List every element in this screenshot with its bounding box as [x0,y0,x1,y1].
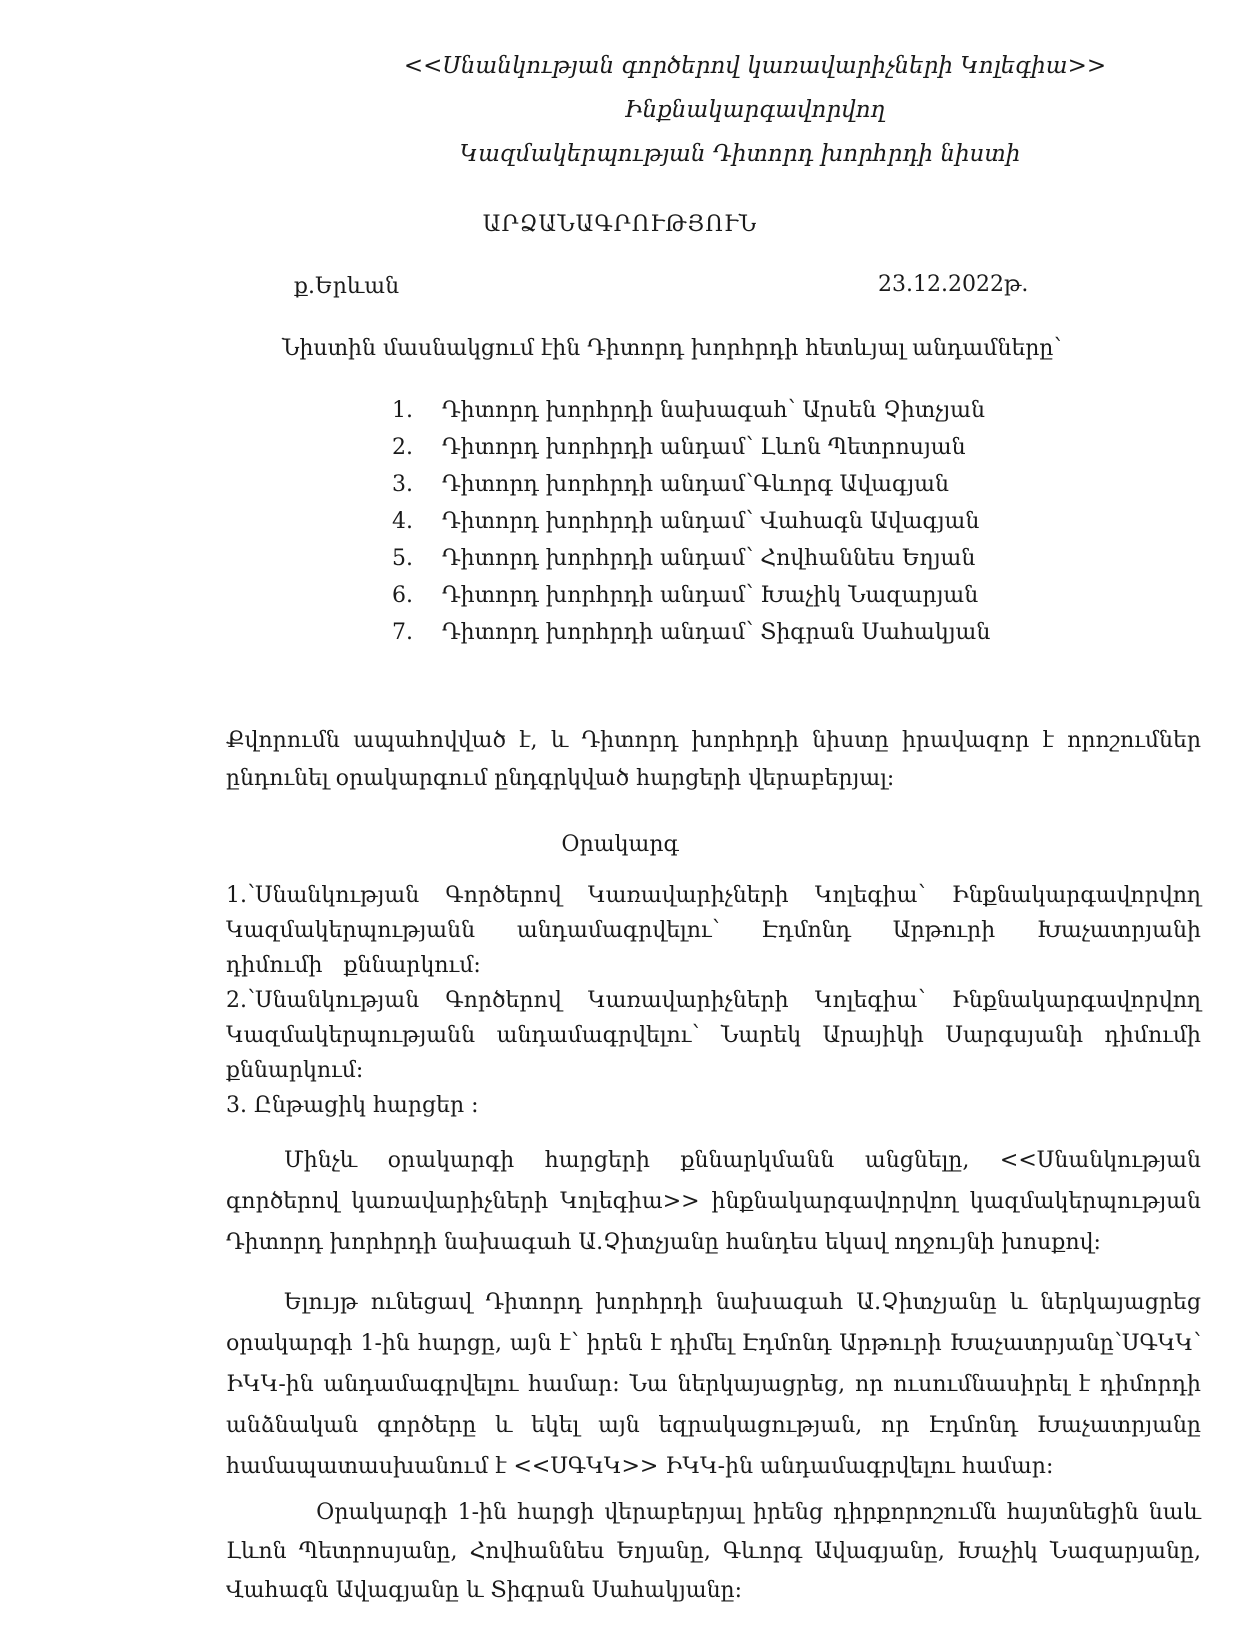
document-title: ԱՐՁԱՆԱԳՐՈՒԹՅՈՒՆ [482,212,758,237]
agenda-item: 1.՝Սնանկության Գործերով Կառավարիչների Կոլեգիա՝ Ինքնակարգավորվող Կազմակերպությանն անդամագրվելու՝ Էդմոնդ Արթուրի Խաչատրյանի դիմումի քննարկում: [226,883,1201,978]
body-paragraph: Մինչև օրակարգի հարցերի քննարկմանն անցնելը, <<Սնանկության գործերով կառավարիչների Կոլեգիա>> ինքնակարգավորվող կազմակերպության Դիտորդ խորհրդի նախագահ Ա.Չիտչյանը հանդես եկավ ողջույնի խոսքով: [226,1148,1201,1255]
list-item [392,466,990,503]
body-paragraph: Օրակարգի 1-ին հարցի վերաբերյալ իրենց դիրքորոշումն հայտնեցին նաև Լևոն Պետրոսյանը, Հովհաննես Եղյանը, Գևորգ Ավագյանը, Խաչիկ Նազարյանը, Վահագն Ավագյանը և Տիգրան Սահակյանը: [226,1500,1201,1603]
agenda-item: 3. Ընթացիկ հարցեր : [226,1093,479,1118]
list-item-text: Դիտորդ խորհրդի անդամ՝ Վահագն Ավագյան [442,509,980,534]
date: 23.12.2022թ. [878,272,1029,297]
list-item-number: 6. [392,583,413,608]
list-item [392,429,990,466]
list-item [392,392,990,429]
header-line-1: <<Սնանկության գործերով կառավարիչների Կոլեգիա>> Ինքնակարգավորվող [403,53,1107,123]
list-item-number: 1. [392,398,413,423]
list-item-text: Դիտորդ խորհրդի անդամ՝ Խաչիկ Նազարյան [442,583,979,608]
list-item-number: 7. [392,620,413,645]
list-item [392,614,990,651]
list-item-number: 5. [392,546,413,571]
list-item [392,540,990,577]
body-paragraph: Ելույթ ունեցավ Դիտորդ խորհրդի նախագահ Ա.Չիտչյանը և ներկայացրեց օրակարգի 1-ին հարցը, այն է՝ իրեն է դիմել Էդմոնդ Արթուրի Խաչատրյանը՝ՍԳԿԿ՝ ԻԿԿ-ին անդամագրվելու համար: Նա ներկայացրեց, որ ուսումնասիրել է դիմորդի անձնական գործերը և եկել այն եզրակացության, որ Էդմոնդ Խաչատրյանը համապատասխանում է <<ՍԳԿԿ>> ԻԿԿ-ին անդամագրվելու համար: [226,1290,1201,1479]
header-line-2: Կազմակերպության Դիտորդ խորհրդի նիստի [459,141,1021,167]
agenda-title: Օրակարգ [561,832,679,857]
list-item-text: Դիտորդ խորհրդի նախագահ՝ Արսեն Չիտչյան [442,398,985,423]
list-item-number: 3. [392,472,413,497]
members-intro: Նիստին մասնակցում էին Դիտորդ խորհրդի հետևյալ անդամները՝ [282,336,1062,361]
agenda-item: 2.՝Սնանկության Գործերով Կառավարիչների Կոլեգիա՝ Ինքնակարգավորվող Կազմակերպությանն անդամագրվելու՝ Նարեկ Արայիկի Սարգսյանի դիմումի քննարկում: [226,988,1201,1083]
members-list [392,392,990,651]
list-item-text: Դիտորդ խորհրդի անդամ՝Գևորգ Ավագյան [442,472,950,497]
place: ք.Երևան [294,274,400,299]
organization-header [270,44,1210,176]
list-item-number: 2. [392,435,413,460]
agenda-list [226,878,1201,1123]
list-item [392,503,990,540]
quorum-paragraph: Քվորումն ապահովված է, և Դիտորդ խորհրդի նիստը իրավազոր է որոշումներ ընդունել օրակարգում ընդգրկված հարցերի վերաբերյալ: [226,728,1201,791]
list-item-text: Դիտորդ խորհրդի անդամ՝ Լևոն Պետրոսյան [442,435,966,460]
list-item-text: Դիտորդ խորհրդի անդամ՝ Հովհաննես Եղյան [442,546,976,571]
list-item-number: 4. [392,509,413,534]
list-item [392,577,990,614]
list-item-text: Դիտորդ խորհրդի անդամ՝ Տիգրան Սահակյան [442,620,991,645]
